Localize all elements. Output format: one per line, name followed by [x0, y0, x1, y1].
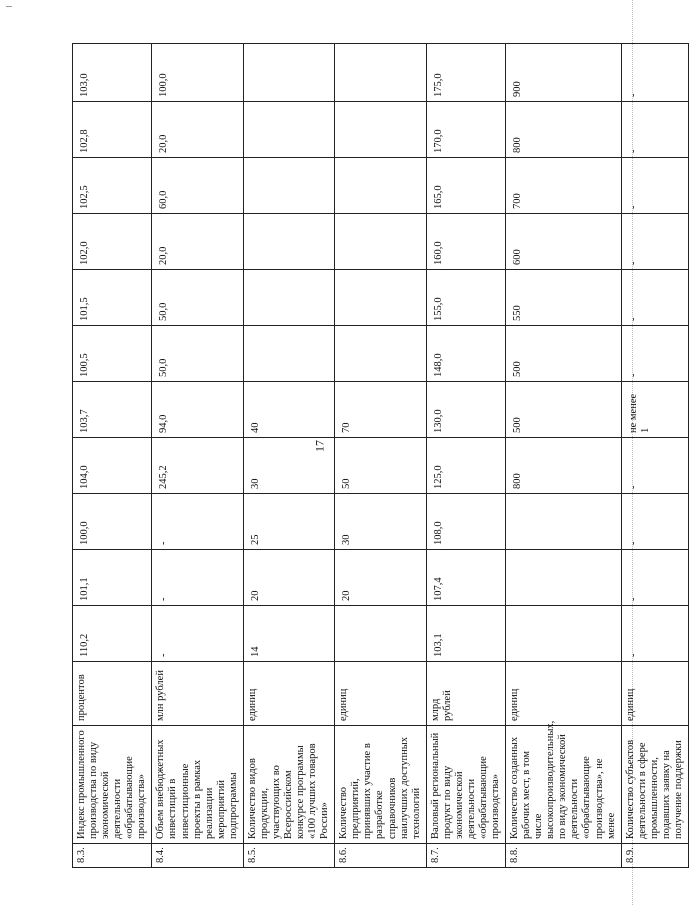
indicator-value: 170,0: [426, 102, 505, 158]
indicator-value: -: [621, 214, 688, 270]
table-row: [426, 44, 505, 868]
indicator-value: -: [621, 550, 688, 606]
row-number: 8.8.: [506, 844, 622, 868]
table-row: [152, 44, 243, 868]
unit-of-measure: млн рублей: [152, 662, 243, 726]
indicator-value: 40: [243, 382, 334, 438]
indicator-value: 104,0: [73, 438, 152, 494]
indicator-value: 103,1: [426, 606, 505, 662]
table-frame: [72, 44, 684, 868]
table-row: [243, 44, 334, 868]
indicator-value: 800: [506, 102, 622, 158]
indicator-value: -: [621, 270, 688, 326]
indicator-value: 500: [506, 326, 622, 382]
unit-of-measure: процентов: [73, 662, 152, 726]
indicator-value: 600: [506, 214, 622, 270]
indicator-value: 110,2: [73, 606, 152, 662]
indicator-value: 100,0: [73, 494, 152, 550]
indicator-value: 94,0: [152, 382, 243, 438]
indicator-value: [506, 494, 622, 550]
indicator-value: -: [152, 550, 243, 606]
indicator-value: 30: [243, 438, 334, 494]
indicator-value: [243, 214, 334, 270]
indicator-value: -: [621, 326, 688, 382]
table-row: [621, 44, 688, 868]
table-row: [73, 44, 152, 868]
indicator-value: 70: [335, 382, 426, 438]
page-number: 17: [312, 440, 327, 452]
row-number: 8.9.: [621, 844, 688, 868]
indicator-value: 165,0: [426, 158, 505, 214]
indicator-value: [335, 214, 426, 270]
unit-of-measure: единиц: [506, 662, 622, 726]
indicator-value: не менее 1: [621, 382, 688, 438]
indicator-value: 102,8: [73, 102, 152, 158]
indicator-value: 100,5: [73, 326, 152, 382]
unit-of-measure: единиц: [335, 662, 426, 726]
indicator-value: 20: [335, 550, 426, 606]
indicator-name: Количество созданных рабочих мест, в том числе высокопроизводительных, по виду экономической деятельности «обрабатывающие производства», не менее: [506, 726, 622, 844]
indicator-value: -: [621, 102, 688, 158]
indicator-value: 800: [506, 438, 622, 494]
indicator-value: 102,5: [73, 158, 152, 214]
indicator-name: Количество предприятий, принявших участие в разработке справочников наилучших доступных технологий: [335, 726, 426, 844]
indicator-value: [243, 326, 334, 382]
indicator-value: 108,0: [426, 494, 505, 550]
indicator-value: 102,0: [73, 214, 152, 270]
indicator-value: [335, 158, 426, 214]
table-body: [73, 44, 689, 868]
row-number: 8.4.: [152, 844, 243, 868]
indicator-value: [335, 270, 426, 326]
indicator-value: 900: [506, 44, 622, 102]
indicator-value: 20,0: [152, 214, 243, 270]
indicator-value: 101,1: [73, 550, 152, 606]
rotated-table-container: [72, 44, 684, 868]
indicator-value: 30: [335, 494, 426, 550]
table-row: [506, 44, 622, 868]
indicator-value: 50,0: [152, 326, 243, 382]
indicator-name: Количество видов продукции, участвующих во Всероссийском конкурсе программы «100 лучших товаров России»: [243, 726, 334, 844]
indicator-value: [506, 550, 622, 606]
row-number: 8.7.: [426, 844, 505, 868]
indicator-value: 25: [243, 494, 334, 550]
indicator-value: 50,0: [152, 270, 243, 326]
row-number: 8.3.: [73, 844, 152, 868]
indicator-value: 245,2: [152, 438, 243, 494]
indicator-value: -: [152, 606, 243, 662]
indicator-name: Валовый региональный продукт по виду экономической деятельности «обрабатывающие производства»: [426, 726, 505, 844]
indicator-value: [335, 44, 426, 102]
indicator-name: Индекс промышленного производства по виду экономической деятельности «обрабатывающие производства»: [73, 726, 152, 844]
indicator-value: 14: [243, 606, 334, 662]
indicator-value: 50: [335, 438, 426, 494]
scan-mark: [6, 6, 12, 7]
indicator-value: [506, 606, 622, 662]
row-number: 8.5.: [243, 844, 334, 868]
indicator-value: 20: [243, 550, 334, 606]
indicator-value: 103,7: [73, 382, 152, 438]
indicator-value: 20,0: [152, 102, 243, 158]
indicator-value: -: [621, 44, 688, 102]
table-row: [335, 44, 426, 868]
indicators-table: [72, 43, 689, 868]
indicator-value: -: [621, 494, 688, 550]
indicator-value: 155,0: [426, 270, 505, 326]
indicator-value: 148,0: [426, 326, 505, 382]
indicator-value: 160,0: [426, 214, 505, 270]
row-number: 8.6.: [335, 844, 426, 868]
indicator-value: 100,0: [152, 44, 243, 102]
indicator-value: 130,0: [426, 382, 505, 438]
indicator-value: -: [621, 158, 688, 214]
unit-of-measure: млрд рублей: [426, 662, 505, 726]
indicator-value: 550: [506, 270, 622, 326]
indicator-value: [243, 44, 334, 102]
unit-of-measure: единиц: [621, 662, 688, 726]
indicator-value: 60,0: [152, 158, 243, 214]
indicator-value: 125,0: [426, 438, 505, 494]
indicator-value: [335, 102, 426, 158]
indicator-value: [335, 606, 426, 662]
indicator-name: Количество субъектов деятельности в сфере промышленности, подавших заявку на получение поддержки: [621, 726, 688, 844]
unit-of-measure: единиц: [243, 662, 334, 726]
indicator-name: Объем внебюджетных инвестиций в инвестиционные проекты в рамках реализации мероприятий подпрограммы: [152, 726, 243, 844]
indicator-value: -: [152, 494, 243, 550]
indicator-value: 175,0: [426, 44, 505, 102]
indicator-value: [335, 326, 426, 382]
indicator-value: 101,5: [73, 270, 152, 326]
indicator-value: 700: [506, 158, 622, 214]
indicator-value: [243, 158, 334, 214]
indicator-value: 500: [506, 382, 622, 438]
indicator-value: [243, 270, 334, 326]
indicator-value: -: [621, 606, 688, 662]
indicator-value: [243, 102, 334, 158]
indicator-value: 107,4: [426, 550, 505, 606]
indicator-value: 103,0: [73, 44, 152, 102]
indicator-value: -: [621, 438, 688, 494]
